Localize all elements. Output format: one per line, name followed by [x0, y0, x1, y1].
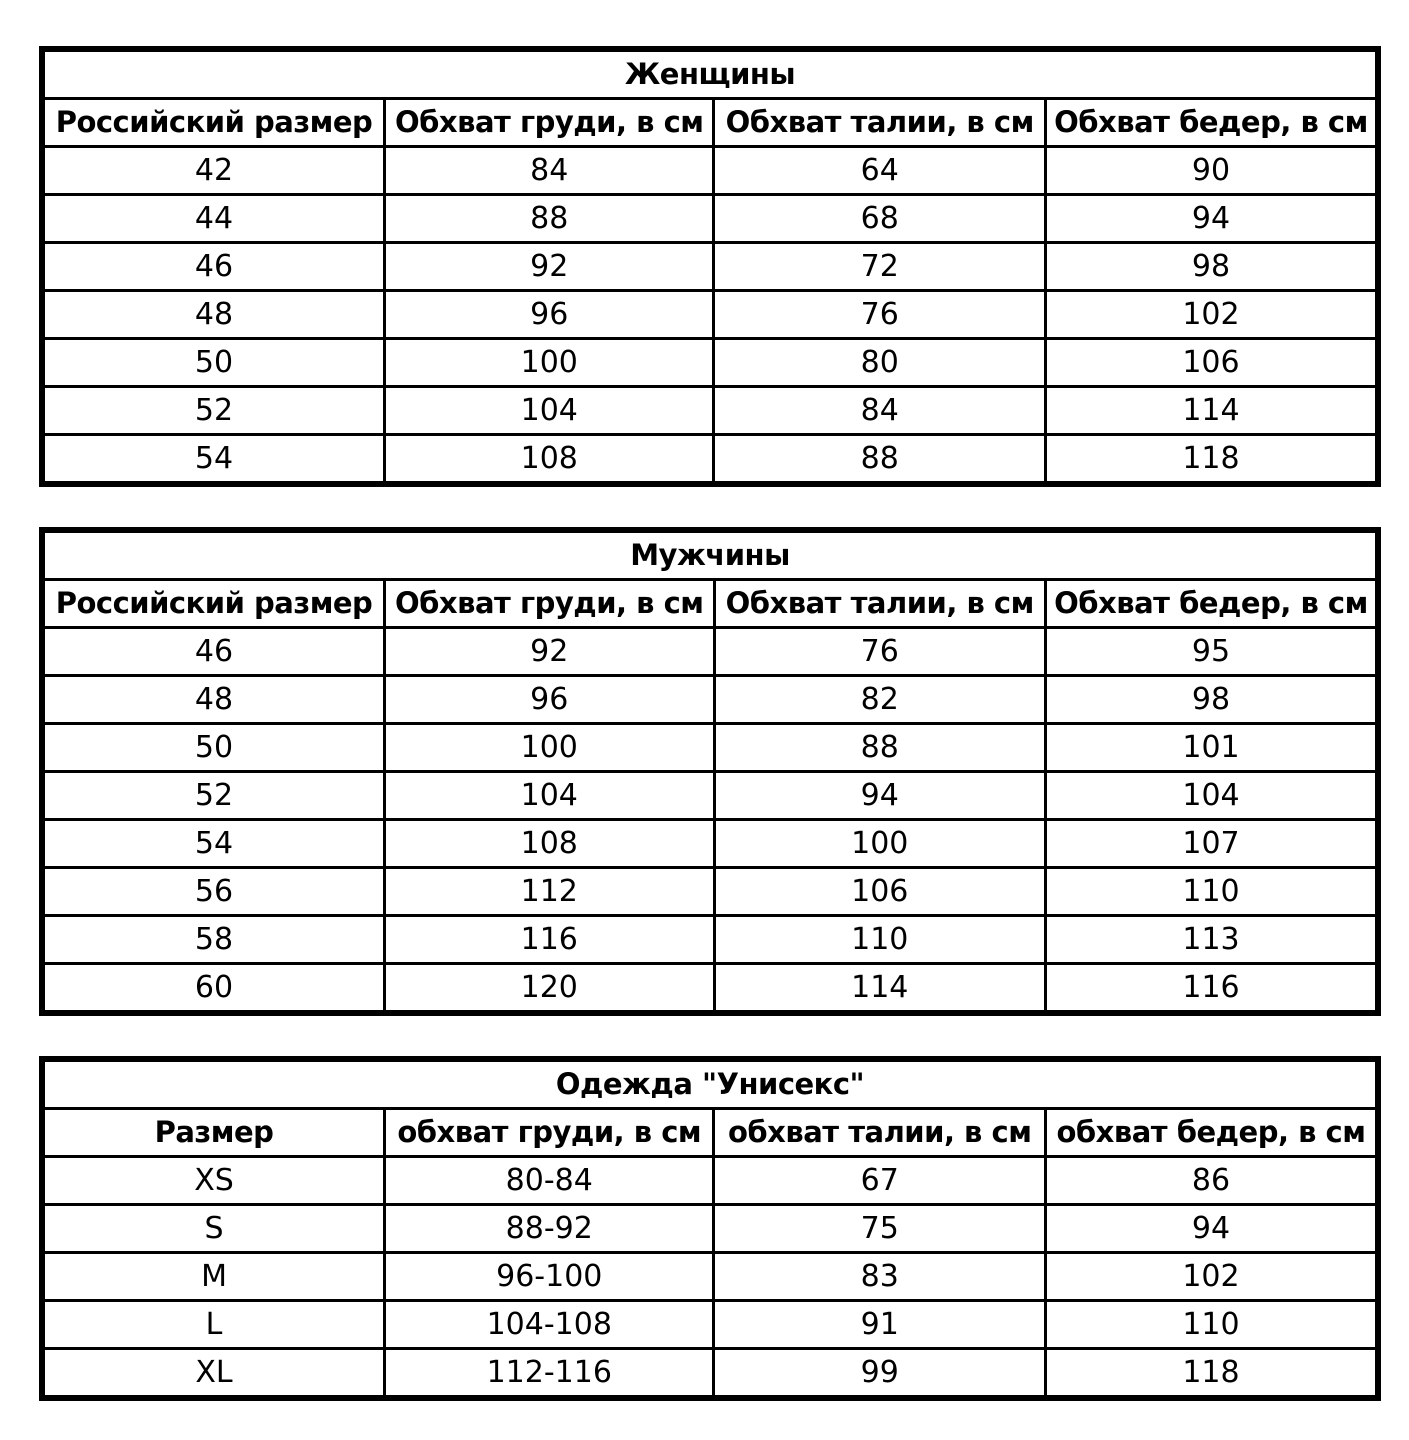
- cell-waist: 76: [714, 291, 1045, 339]
- cell-hips: 116: [1045, 964, 1378, 1014]
- cell-hips: 107: [1045, 820, 1378, 868]
- table-header-row: [42, 580, 1378, 628]
- cell-waist: 88: [714, 724, 1045, 772]
- cell-hips: 104: [1045, 772, 1378, 820]
- column-header-hips: Обхват бедер, в см: [1045, 99, 1378, 147]
- table-title-row: [42, 530, 1378, 580]
- cell-hips: 95: [1045, 628, 1378, 676]
- cell-hips: 98: [1045, 243, 1378, 291]
- table-row: [42, 1253, 1378, 1301]
- table-row: [42, 435, 1378, 485]
- table-row: [42, 628, 1378, 676]
- column-header-size: Российский размер: [42, 99, 385, 147]
- cell-chest: 100: [385, 339, 714, 387]
- cell-chest: 116: [385, 916, 714, 964]
- cell-size: 50: [42, 724, 385, 772]
- cell-hips: 98: [1045, 676, 1378, 724]
- cell-size: 56: [42, 868, 385, 916]
- cell-size: 52: [42, 387, 385, 435]
- cell-size: 48: [42, 676, 385, 724]
- cell-size: 42: [42, 147, 385, 195]
- cell-chest: 88: [385, 195, 714, 243]
- cell-waist: 91: [714, 1301, 1045, 1349]
- cell-size: 50: [42, 339, 385, 387]
- cell-size: 46: [42, 243, 385, 291]
- cell-waist: 82: [714, 676, 1045, 724]
- cell-hips: 101: [1045, 724, 1378, 772]
- table-row: [42, 868, 1378, 916]
- cell-chest: 100: [385, 724, 714, 772]
- column-header-waist: обхват талии, в см: [714, 1109, 1045, 1157]
- table-row: [42, 339, 1378, 387]
- cell-size: 54: [42, 820, 385, 868]
- table-header-row: [42, 1109, 1378, 1157]
- cell-size: L: [42, 1301, 385, 1349]
- column-header-waist: Обхват талии, в см: [714, 99, 1045, 147]
- unisex-size-table: [39, 1056, 1381, 1401]
- cell-size: M: [42, 1253, 385, 1301]
- table-title-row: [42, 1059, 1378, 1109]
- cell-hips: 113: [1045, 916, 1378, 964]
- men-size-table: [39, 527, 1381, 1016]
- table-row: [42, 1301, 1378, 1349]
- cell-size: 54: [42, 435, 385, 485]
- cell-hips: 106: [1045, 339, 1378, 387]
- cell-size: 58: [42, 916, 385, 964]
- cell-size: 48: [42, 291, 385, 339]
- column-header-waist: Обхват талии, в см: [714, 580, 1045, 628]
- column-header-size: Размер: [42, 1109, 385, 1157]
- cell-size: S: [42, 1205, 385, 1253]
- cell-hips: 118: [1045, 1349, 1378, 1399]
- cell-hips: 86: [1045, 1157, 1378, 1205]
- cell-waist: 100: [714, 820, 1045, 868]
- table-title: Женщины: [42, 49, 1378, 99]
- cell-chest: 108: [385, 820, 714, 868]
- cell-waist: 80: [714, 339, 1045, 387]
- cell-chest: 96: [385, 291, 714, 339]
- table-title: Одежда "Унисекс": [42, 1059, 1378, 1109]
- cell-hips: 90: [1045, 147, 1378, 195]
- table-row: [42, 387, 1378, 435]
- cell-size: XS: [42, 1157, 385, 1205]
- table-row: [42, 724, 1378, 772]
- table-row: [42, 916, 1378, 964]
- cell-chest: 112: [385, 868, 714, 916]
- cell-waist: 83: [714, 1253, 1045, 1301]
- cell-chest: 112-116: [385, 1349, 714, 1399]
- table-row: [42, 1157, 1378, 1205]
- cell-chest: 108: [385, 435, 714, 485]
- cell-chest: 96-100: [385, 1253, 714, 1301]
- cell-chest: 104: [385, 387, 714, 435]
- cell-waist: 84: [714, 387, 1045, 435]
- column-header-chest: Обхват груди, в см: [385, 99, 714, 147]
- women-size-table: [39, 46, 1381, 487]
- table-row: [42, 243, 1378, 291]
- cell-chest: 96: [385, 676, 714, 724]
- table-title: Мужчины: [42, 530, 1378, 580]
- cell-waist: 75: [714, 1205, 1045, 1253]
- table-row: [42, 1205, 1378, 1253]
- cell-waist: 67: [714, 1157, 1045, 1205]
- cell-hips: 110: [1045, 868, 1378, 916]
- cell-waist: 64: [714, 147, 1045, 195]
- table-row: [42, 676, 1378, 724]
- cell-waist: 94: [714, 772, 1045, 820]
- cell-chest: 120: [385, 964, 714, 1014]
- table-row: [42, 291, 1378, 339]
- cell-hips: 110: [1045, 1301, 1378, 1349]
- cell-hips: 118: [1045, 435, 1378, 485]
- cell-chest: 104: [385, 772, 714, 820]
- cell-waist: 106: [714, 868, 1045, 916]
- column-header-chest: обхват груди, в см: [385, 1109, 714, 1157]
- table-row: [42, 1349, 1378, 1399]
- column-header-chest: Обхват груди, в см: [385, 580, 714, 628]
- cell-size: 52: [42, 772, 385, 820]
- cell-waist: 72: [714, 243, 1045, 291]
- table-row: [42, 964, 1378, 1014]
- cell-waist: 99: [714, 1349, 1045, 1399]
- cell-chest: 104-108: [385, 1301, 714, 1349]
- table-row: [42, 820, 1378, 868]
- column-header-hips: Обхват бедер, в см: [1045, 580, 1378, 628]
- cell-size: 60: [42, 964, 385, 1014]
- table-row: [42, 195, 1378, 243]
- cell-waist: 68: [714, 195, 1045, 243]
- cell-hips: 102: [1045, 1253, 1378, 1301]
- column-header-size: Российский размер: [42, 580, 385, 628]
- cell-hips: 102: [1045, 291, 1378, 339]
- cell-chest: 92: [385, 628, 714, 676]
- cell-waist: 110: [714, 916, 1045, 964]
- table-row: [42, 147, 1378, 195]
- cell-chest: 80-84: [385, 1157, 714, 1205]
- cell-size: XL: [42, 1349, 385, 1399]
- cell-size: 46: [42, 628, 385, 676]
- cell-waist: 114: [714, 964, 1045, 1014]
- cell-chest: 92: [385, 243, 714, 291]
- cell-waist: 76: [714, 628, 1045, 676]
- column-header-hips: обхват бедер, в см: [1045, 1109, 1378, 1157]
- cell-chest: 88-92: [385, 1205, 714, 1253]
- table-row: [42, 772, 1378, 820]
- cell-size: 44: [42, 195, 385, 243]
- cell-hips: 94: [1045, 195, 1378, 243]
- cell-hips: 94: [1045, 1205, 1378, 1253]
- cell-waist: 88: [714, 435, 1045, 485]
- table-header-row: [42, 99, 1378, 147]
- cell-hips: 114: [1045, 387, 1378, 435]
- table-title-row: [42, 49, 1378, 99]
- cell-chest: 84: [385, 147, 714, 195]
